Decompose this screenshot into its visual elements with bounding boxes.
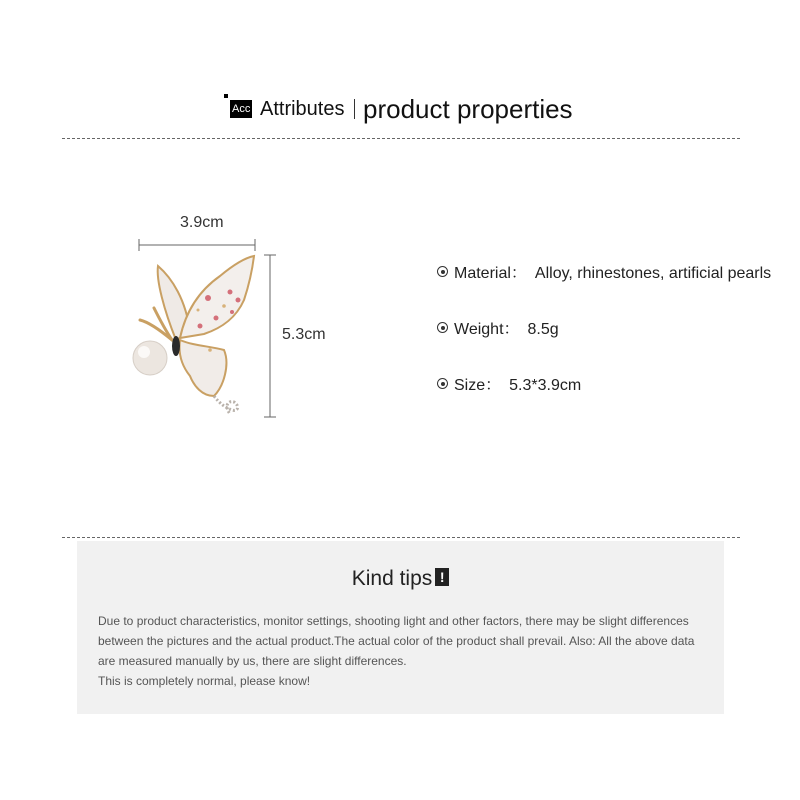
header-attributes-label: Attributes — [260, 98, 345, 120]
kind-tips-paragraph: Due to product characteristics, monitor settings, shooting light and other factors, there may be slight differences between the pictures and the actual product.The actual color of the product shall prevail. Also: All the above data are measured manually by us, there are slight differences. — [98, 614, 695, 668]
butterfly-lower-wing — [179, 340, 226, 396]
header-dot — [224, 94, 228, 98]
attribute-size — [437, 372, 581, 395]
width-dimension-line — [139, 239, 255, 251]
width-dimension-label: 3.9cm — [180, 214, 224, 231]
exclamation-icon: ! — [435, 568, 449, 586]
bullet-icon — [437, 266, 448, 277]
kind-tips-text — [98, 611, 708, 691]
product-image — [120, 200, 360, 440]
height-dimension-label: 5.3cm — [282, 326, 326, 343]
attribute-label: Size： — [454, 377, 502, 394]
header-separator — [354, 99, 355, 119]
header-tag: Acc — [230, 100, 252, 118]
attribute-material — [437, 260, 771, 283]
attribute-value: 8.5g — [527, 321, 559, 338]
divider-bottom — [62, 537, 740, 538]
divider-top — [62, 138, 740, 139]
butterfly-upper-wing — [180, 256, 254, 338]
kind-tips-title — [77, 567, 724, 591]
butterfly-body — [172, 336, 180, 356]
kind-tips-title-text: Kind tips — [351, 567, 433, 590]
page-title: product properties — [363, 94, 573, 124]
attribute-value: 5.3*3.9cm — [509, 377, 582, 394]
kind-tips-box — [77, 541, 724, 714]
bullet-icon — [437, 322, 448, 333]
attribute-weight — [437, 316, 559, 339]
bullet-icon — [437, 378, 448, 389]
attribute-label: Material： — [454, 265, 527, 282]
butterfly-tail — [214, 396, 238, 414]
attribute-value: Alloy, rhinestones, artificial pearls — [534, 265, 772, 282]
attribute-label: Weight： — [454, 321, 520, 338]
section-header — [0, 88, 800, 132]
height-dimension-line — [264, 255, 276, 417]
kind-tips-closing: This is completely normal, please know! — [98, 674, 311, 688]
